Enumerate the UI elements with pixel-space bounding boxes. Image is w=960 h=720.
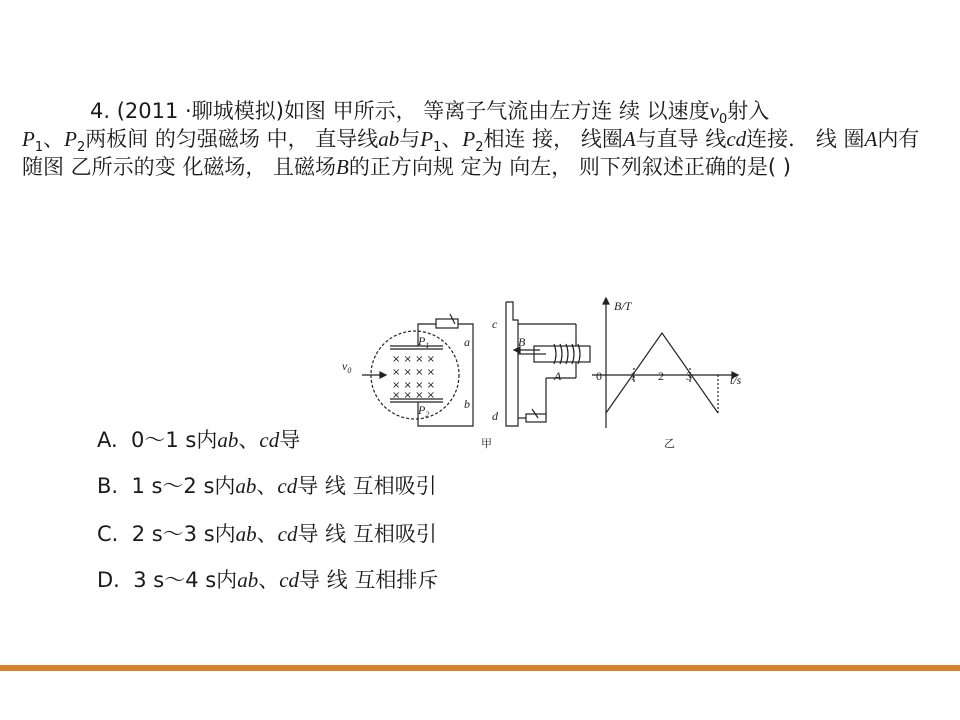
- footer-accent-bar: [0, 665, 960, 671]
- figure-yi: [592, 298, 738, 428]
- svg-text:c: c: [492, 317, 498, 331]
- svg-text:b: b: [464, 397, 470, 411]
- caption-yi: 乙: [664, 438, 675, 450]
- caption-jia: 甲: [481, 438, 492, 450]
- option-a[interactable]: A. 0～1 s内ab、cd导: [97, 428, 301, 452]
- physics-figure: [340, 296, 760, 446]
- svg-text:P2: $P_2$: [418, 403, 430, 419]
- svg-text:P1: $P_1$: [418, 334, 430, 350]
- svg-text:× × × ×: × × × ×: [392, 380, 436, 391]
- magnetic-field-crosses: [392, 354, 435, 401]
- svg-text:0: 0: [596, 369, 602, 383]
- svg-text:1: 1: [630, 369, 636, 383]
- svg-text:× × × ×: × × × ×: [392, 367, 436, 378]
- svg-text:v0: $v_0$: [342, 359, 352, 375]
- svg-text:B/T: B/T: [614, 299, 632, 313]
- arrow-icon: [362, 347, 540, 378]
- svg-text:d: d: [492, 409, 498, 423]
- svg-text:× × × ×: × × × ×: [392, 354, 436, 365]
- svg-text:× × × ×: × × × ×: [392, 390, 436, 401]
- question-text: 4. (2011 ·聊城模拟)如图 甲所示， 等离子气流由左方连 续 以速度$v_0$射入 $P_1$、$P_2$两板间 的匀强磁场 中， 直导线ab与$P_1$、$P_2$相连 接， 线圈A与直导 线cd连接． 线 圈A内有随图 乙所示的变 化磁场， 且磁场B的正方向规 定为 向左， 则下列叙述正确的是( ): [22, 99, 920, 179]
- svg-text:a: a: [464, 335, 470, 349]
- svg-text:3: 3: [686, 369, 692, 383]
- option-c[interactable]: C. 2 s～3 s内ab、cd导 线 互相吸引: [97, 522, 437, 546]
- svg-text:2: 2: [658, 369, 664, 383]
- svg-text:A: A: [554, 369, 562, 383]
- option-b[interactable]: B. 1 s～2 s内ab、cd导 线 互相吸引: [97, 474, 437, 498]
- svg-text:B: B: [518, 335, 526, 349]
- svg-text:t/s: t/s: [730, 373, 742, 387]
- question-number: 4.: [90, 99, 111, 123]
- option-d[interactable]: D. 3 s～4 s内ab、cd导 线 互相排斥: [97, 568, 439, 592]
